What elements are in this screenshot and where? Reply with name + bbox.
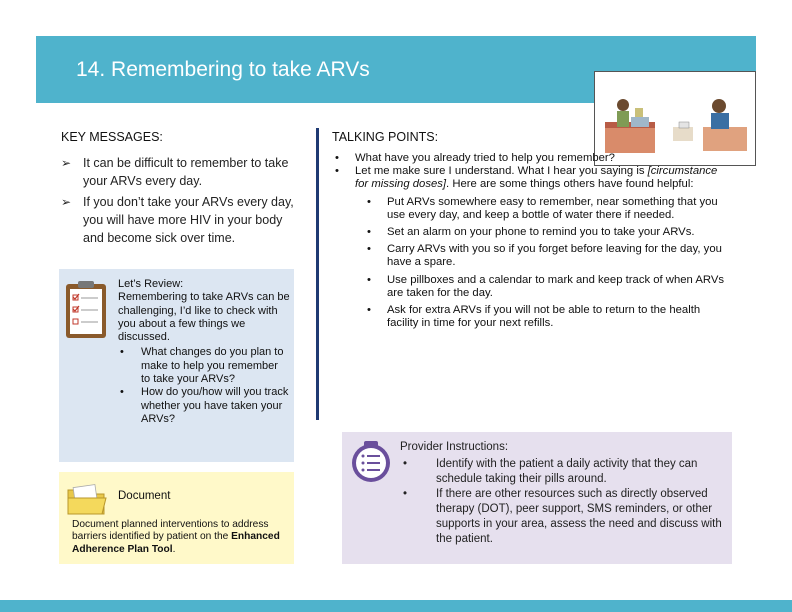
document-title: Document — [118, 490, 171, 502]
review-question: • How do you/how will you track whether you have taken your ARVs? — [120, 386, 289, 425]
page-title: 14. Remembering to take ARVs — [76, 58, 370, 81]
key-message-text: It can be difficult to remember to take your ARVs every day. — [83, 156, 289, 188]
talking-point: • What have you already tried to help you remember? — [335, 152, 615, 164]
document-text: Document planned interventions to address barriers identified by patient on the Enhanced Adherence Plan Tool. — [72, 519, 280, 555]
arrow-bullet-icon: ➢ — [61, 156, 72, 170]
provider-title: Provider Instructions: — [400, 441, 509, 453]
talking-point-subitem: • Ask for extra ARVs if you will not be able to return to the health facility in time for your next refills. — [367, 304, 701, 330]
folder-icon — [66, 484, 108, 516]
checklist-icon — [350, 440, 392, 484]
key-message-item — [61, 193, 301, 247]
arrow-bullet-icon: ➢ — [61, 195, 72, 209]
provider-item: • If there are other resources such as directly observed therapy (DOT), peer support, SMS reminders, or other supports in your area, assess the need and discuss with the patient. — [403, 488, 722, 545]
key-messages-section — [61, 130, 301, 250]
review-questions — [118, 346, 290, 426]
circumstance-placeholder: [circumstance for missing doses] — [355, 165, 718, 191]
key-messages-heading: KEY MESSAGES: — [61, 130, 163, 144]
provider-instructions — [400, 440, 722, 547]
column-divider — [316, 128, 319, 420]
talking-point-subitem: • Set an alarm on your phone to remind you to take your ARVs. — [367, 226, 695, 239]
talking-point: • Let me make sure I understand. What I hear you saying is [circumstance for missing doses]. Here are some things others have found helpful: — [335, 165, 718, 191]
talking-point-subitem: • Carry ARVs with you so if you forget before leaving for the day, you have a spare. — [367, 243, 722, 269]
talking-point-subitem: • Put ARVs somewhere easy to remember, near something that you use every day, and keep a bottle of water there if needed. — [367, 195, 718, 221]
review-question: • What changes do you plan to make to help you remember to take your ARVs? — [120, 346, 284, 386]
key-message-text: If you don’t take your ARVs every day, you will have more HIV in your body and become sick over time. — [83, 195, 294, 245]
key-message-item — [61, 154, 301, 190]
review-title: Let’s Review: — [118, 278, 184, 290]
provider-list — [400, 457, 722, 547]
review-content — [118, 278, 290, 426]
talking-points-heading: TALKING POINTS: — [332, 130, 439, 144]
tool-name: Enhanced Adherence Plan Tool — [72, 531, 280, 555]
provider-item: • Identify with the patient a daily activity that they can schedule taking their pills around. — [403, 458, 698, 485]
footer-band — [0, 600, 792, 612]
clipboard-checklist-icon — [64, 280, 108, 340]
talking-point-subitem: • Use pillboxes and a calendar to mark and keep track of when ARVs are taken for the day. — [367, 273, 725, 299]
talking-points-list — [332, 152, 727, 330]
review-intro: Remembering to take ARVs can be challenging, I’d like to check with you about a few things we discussed. — [118, 291, 290, 344]
